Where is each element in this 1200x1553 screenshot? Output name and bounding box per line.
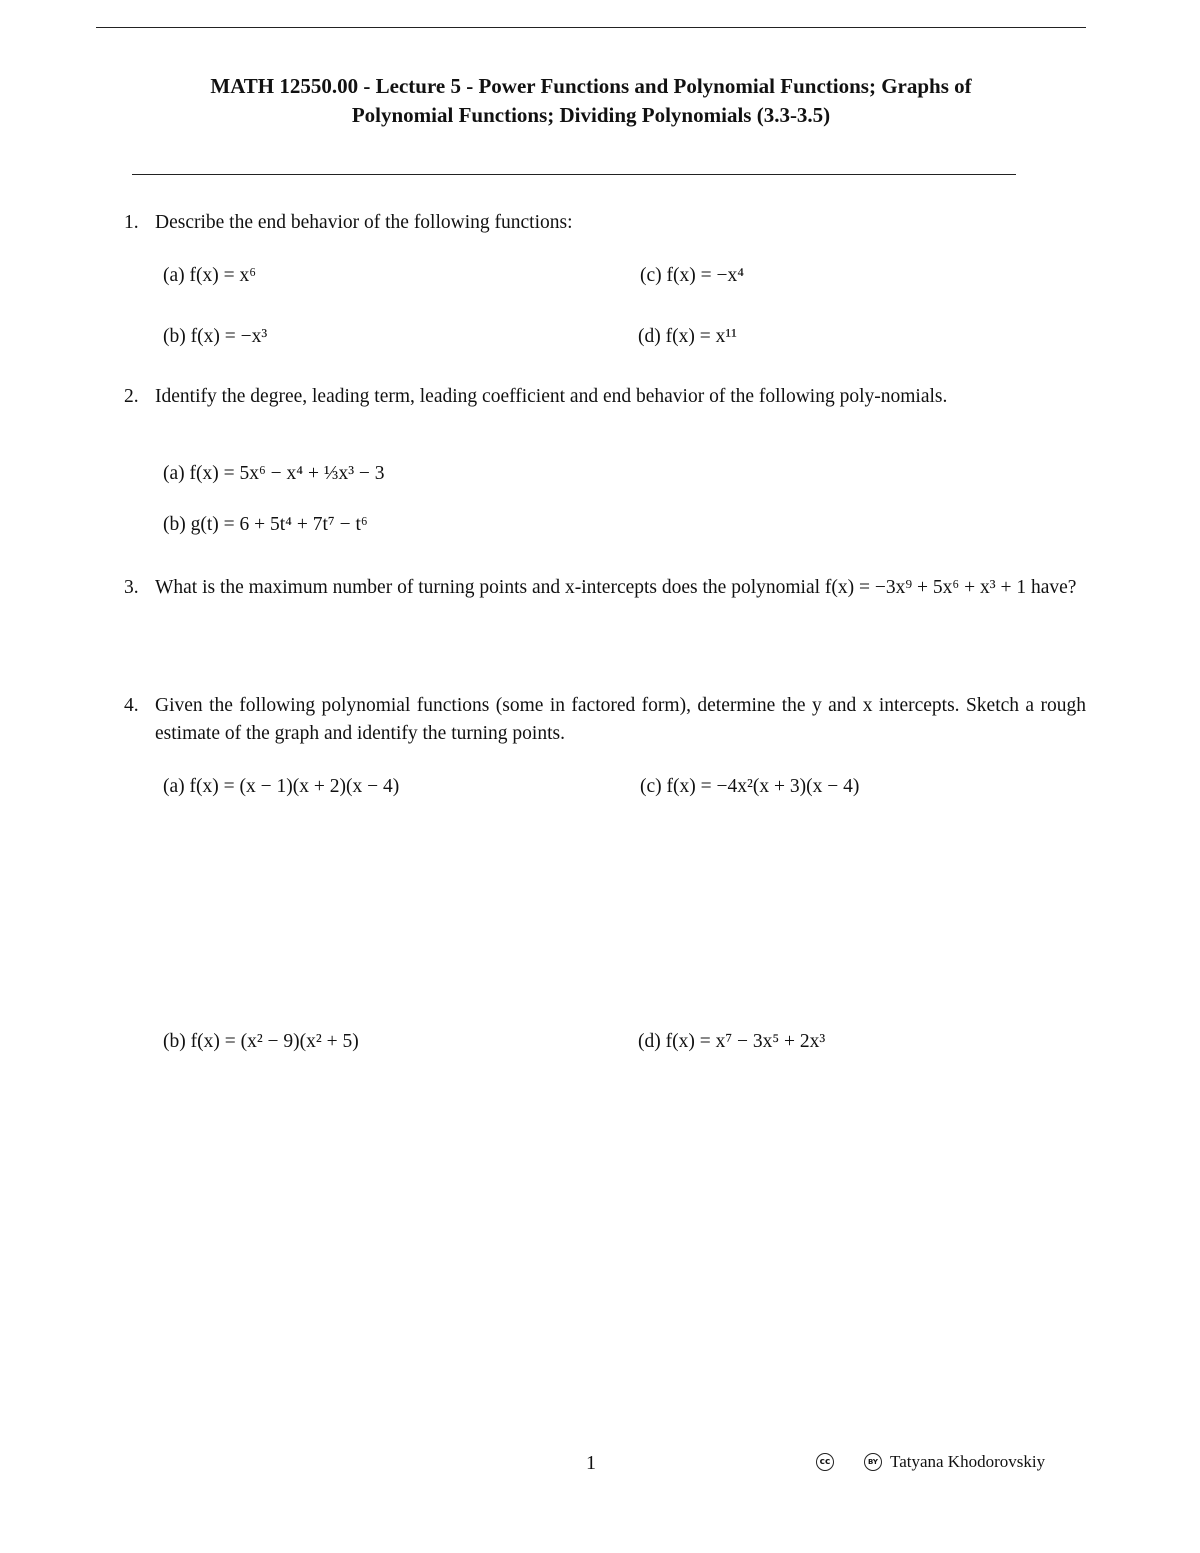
q1-part-c: (c) f(x) = −x⁴ [640,265,745,286]
by-icon: BY [864,1453,882,1471]
q2-text: Identify the degree, leading term, leading coefficient and end behavior of the following poly-nomials. [155,386,948,407]
title-line-2: Polynomial Functions; Dividing Polynomials (3.3-3.5) [351,103,831,127]
q4-part-d: (d) f(x) = x⁷ − 3x⁵ + 2x³ [638,1031,826,1052]
cc-icon: cc [816,1453,834,1471]
license-credit [816,1452,1045,1472]
q4-text: Given the following polynomial functions (some in factored form), determine the y and x intercepts. Sketch a rough estimate of the graph and identify the turning points. [155,695,1086,744]
author-name: Tatyana Khodorovskiy [890,1452,1046,1471]
q1-number: 1. [124,212,139,233]
q1-part-b: (b) f(x) = −x³ [163,326,268,347]
q2-part-b: (b) g(t) = 6 + 5t⁴ + 7t⁷ − t⁶ [163,514,368,535]
q1-text: Describe the end behavior of the following functions: [155,212,573,233]
q4-part-b: (b) f(x) = (x² − 9)(x² + 5) [163,1031,359,1052]
title-line-1: MATH 12550.00 - Lecture 5 - Power Functions and Polynomial Functions; Graphs of [210,74,972,98]
q2-number: 2. [124,386,139,407]
q4-part-c: (c) f(x) = −4x²(x + 3)(x − 4) [640,776,860,797]
q2-part-a: (a) f(x) = 5x⁶ − x⁴ + ⅓x³ − 3 [163,463,385,484]
q3-text: What is the maximum number of turning points and x-intercepts does the polynomial f(x) = −3x⁹ + 5x⁶ + x³ + 1 have? [155,577,1077,598]
q4-number: 4. [124,695,139,716]
q3-number: 3. [124,577,139,598]
q1-part-d: (d) f(x) = x¹¹ [638,326,738,347]
q1-part-a: (a) f(x) = x⁶ [163,265,257,286]
q4-part-a: (a) f(x) = (x − 1)(x + 2)(x − 4) [163,776,400,797]
page-title [96,72,1086,130]
top-rule [96,27,1086,28]
title-underline-rule [132,174,1016,175]
page-number: 1 [586,1452,596,1474]
